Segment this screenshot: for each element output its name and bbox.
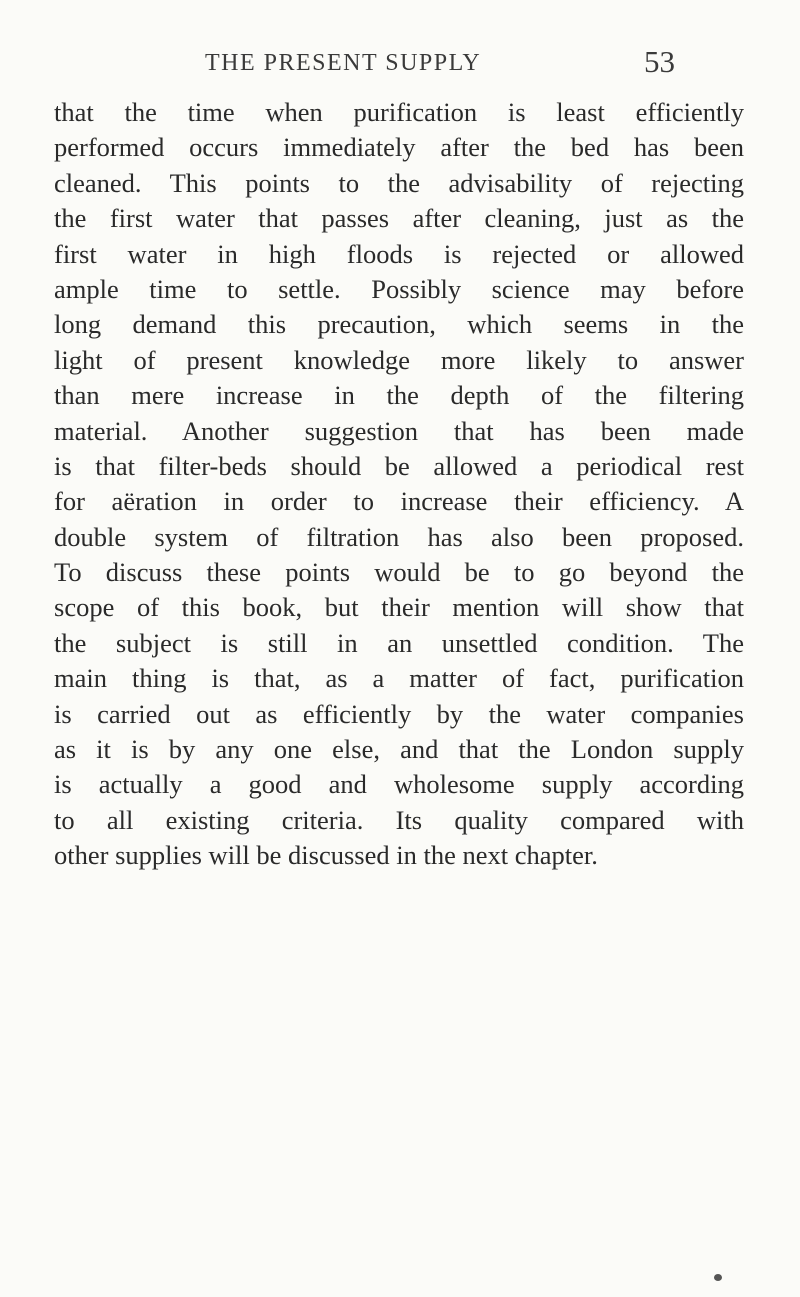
text-line: double system of filtration has also been proposed. [54, 521, 744, 552]
text-line: the first water that passes after cleaning, just as the [54, 203, 744, 234]
text-line: performed occurs immediately after the bed has been [54, 132, 744, 163]
ink-speck [714, 1274, 722, 1281]
text-line: to all existing criteria. Its quality compared with [54, 804, 744, 835]
text-line: is actually a good and wholesome supply according [54, 769, 744, 800]
text-line: material. Another suggestion that has been made [54, 415, 744, 446]
body-paragraph [54, 95, 744, 874]
text-line: main thing is that, as a matter of fact, purification [54, 663, 744, 694]
text-line: cleaned. This points to the advisability of rejecting [54, 167, 744, 198]
text-line: long demand this precaution, which seems in the [54, 309, 744, 340]
running-head [205, 44, 675, 84]
text-line: scope of this book, but their mention will show that [54, 592, 744, 623]
text-line: that the time when purification is least efficiently [54, 97, 744, 127]
text-line: the subject is still in an unsettled condition. The [54, 627, 744, 658]
text-line: light of present knowledge more likely to answer [54, 344, 744, 375]
text-line: is carried out as efficiently by the water companies [54, 698, 744, 729]
text-line: To discuss these points would be to go beyond the [54, 557, 744, 588]
text-line: than mere increase in the depth of the filtering [54, 380, 744, 411]
text-line: ample time to settle. Possibly science may before [54, 273, 744, 304]
text-line: for aëration in order to increase their efficiency. A [54, 486, 744, 517]
text-line: is that filter-beds should be allowed a periodical rest [54, 450, 744, 481]
page-number: 53 [644, 44, 675, 79]
text-line: as it is by any one else, and that the London supply [54, 734, 744, 765]
text-line: other supplies will be discussed in the next chapter. [54, 840, 598, 871]
running-title: THE PRESENT SUPPLY [205, 50, 482, 76]
text-line: first water in high floods is rejected or allowed [54, 238, 744, 269]
